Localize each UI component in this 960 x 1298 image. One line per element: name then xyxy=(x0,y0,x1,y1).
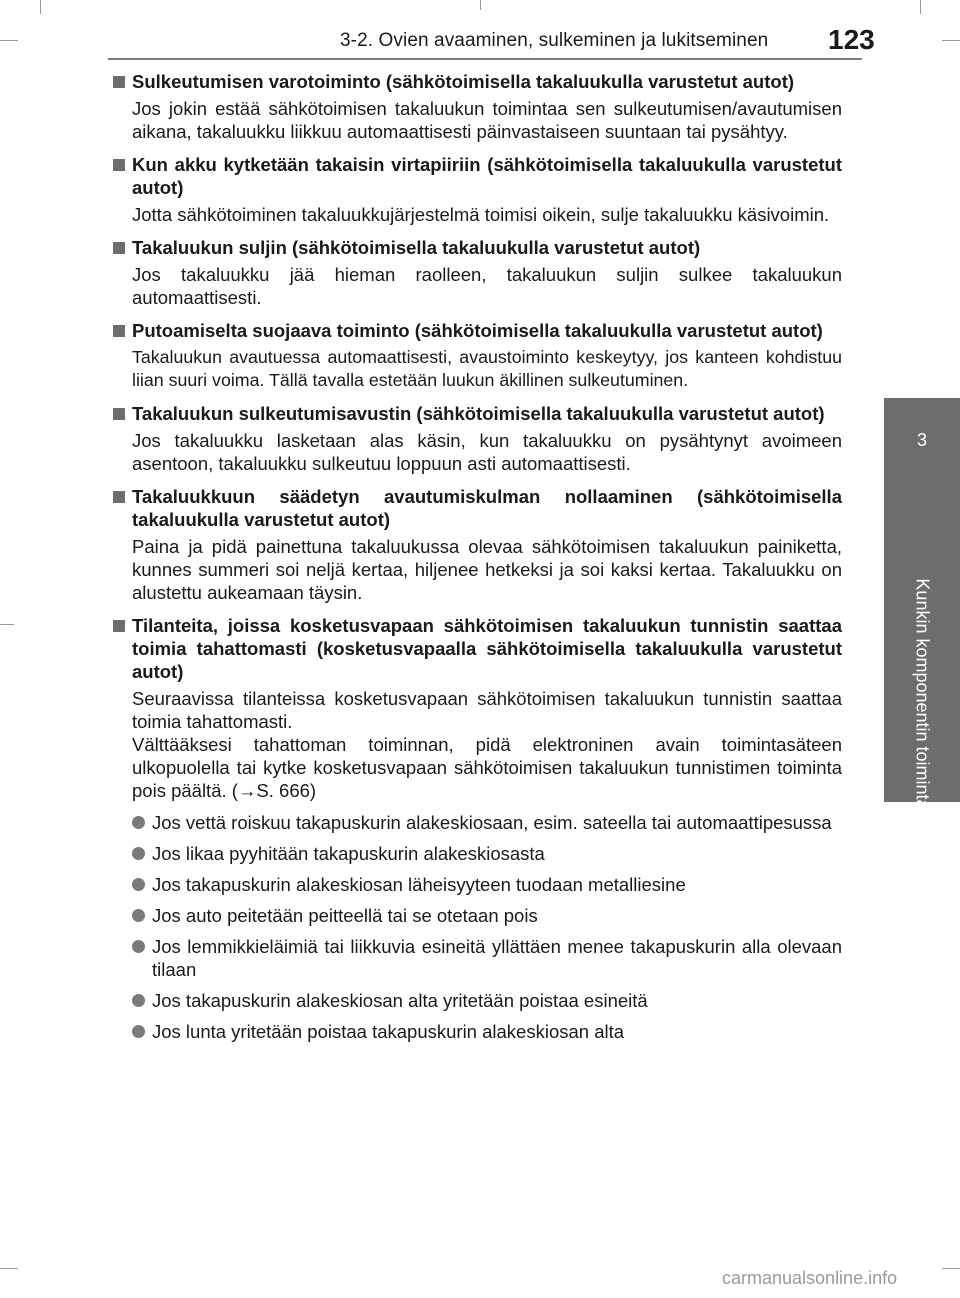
square-bullet-icon xyxy=(113,620,125,632)
section-heading: Sulkeutumisen varotoiminto (sähkötoimisella takaluukulla varustetut autot) xyxy=(112,70,842,93)
page-content xyxy=(112,70,842,1053)
section xyxy=(112,485,842,604)
round-bullet-icon xyxy=(132,816,145,829)
crop-mark xyxy=(0,1268,18,1269)
chapter-side-tab xyxy=(884,398,960,810)
crop-mark xyxy=(40,0,41,14)
list-item: Jos lemmikkieläimiä tai liikkuvia esineitä yllättäen menee takapuskurin alla olevaan tilaan xyxy=(112,935,842,981)
section-heading: Putoamiselta suojaava toiminto (sähkötoimisella takaluukulla varustetut autot) xyxy=(112,319,842,342)
paragraph: Jos takaluukku lasketaan alas käsin, kun takaluukku on pysähtynyt avoimeen asentoon, takaluukku sulkeutuu loppuun asti automaattisesti. xyxy=(132,430,842,474)
square-bullet-icon xyxy=(113,76,125,88)
round-bullet-icon xyxy=(132,1025,145,1038)
square-bullet-icon xyxy=(113,242,125,254)
bullet-list xyxy=(112,811,842,1043)
list-item: Jos auto peitetään peitteellä tai se otetaan pois xyxy=(112,904,842,927)
section xyxy=(112,236,842,309)
running-header-title: 3-2. Ovien avaaminen, sulkeminen ja lukitseminen xyxy=(340,30,769,51)
crop-mark xyxy=(920,0,921,14)
chapter-label: Kunkin komponentin toiminta xyxy=(912,578,933,810)
page-number: 123 xyxy=(828,24,875,55)
section-body xyxy=(112,263,842,309)
square-bullet-icon xyxy=(113,325,125,337)
section-body xyxy=(112,203,842,226)
round-bullet-icon xyxy=(132,994,145,1007)
section xyxy=(112,319,842,392)
paragraph: Takaluukun avautuessa automaattisesti, avaustoiminto keskeytyy, jos kanteen kohdistuu liian suuri voima. Tällä tavalla estetään luukun äkillinen sulkeutuminen. xyxy=(132,347,842,390)
header-rule xyxy=(108,58,862,60)
crop-mark xyxy=(480,0,481,10)
section-heading: Tilanteita, joissa kosketusvapaan sähkötoimisen takaluukun tunnistin saattaa toimia tahattomasti (kosketusvapaalla sähkötoimisella takaluukulla varustetut autot) xyxy=(112,614,842,683)
section xyxy=(112,402,842,475)
paragraph: Jos jokin estää sähkötoimisen takaluukun toimintaa sen sulkeutumisen/avautumisen aikana, takaluukku liikkuu automaattisesti päinvastaiseen suuntaan tai pysähtyy. xyxy=(132,98,842,142)
list-item: Jos lunta yritetään poistaa takapuskurin alakeskiosan alta xyxy=(112,1020,842,1043)
list-item: Jos likaa pyyhitään takapuskurin alakeskiosasta xyxy=(112,842,842,865)
list-item: Jos takapuskurin alakeskiosan alta yritetään poistaa esineitä xyxy=(112,989,842,1012)
paragraph: Välttääksesi tahattoman toiminnan, pidä elektroninen avain toimintasäteen ulkopuolella tai kytke kosketusvapaan sähkötoimisen takaluukun tunnistimen toiminta pois päältä. (→S. 666) xyxy=(132,734,842,801)
round-bullet-icon xyxy=(132,940,145,953)
square-bullet-icon xyxy=(113,491,125,503)
paragraph: Jos takaluukku jää hieman raolleen, takaluukun suljin sulkee takaluukun automaattisesti. xyxy=(132,264,842,308)
round-bullet-icon xyxy=(132,909,145,922)
watermark-link[interactable]: carmanualsonline.info xyxy=(722,1268,898,1288)
section-heading: Takaluukkuun säädetyn avautumiskulman nollaaminen (sähkötoimisella takaluukulla varustetut autot) xyxy=(112,485,842,531)
crop-mark xyxy=(0,624,14,625)
square-bullet-icon xyxy=(113,159,125,171)
section-body xyxy=(112,687,842,802)
section-body xyxy=(112,429,842,475)
section-heading: Takaluukun sulkeutumisavustin (sähkötoimisella takaluukulla varustetut autot) xyxy=(112,402,842,425)
section-body xyxy=(112,535,842,604)
section-body xyxy=(112,346,842,392)
section-heading: Kun akku kytketään takaisin virtapiiriin (sähkötoimisella takaluukulla varustetut autot) xyxy=(112,153,842,199)
list-item: Jos takapuskurin alakeskiosan läheisyyteen tuodaan metalliesine xyxy=(112,873,842,896)
section-body xyxy=(112,97,842,143)
square-bullet-icon xyxy=(113,408,125,420)
round-bullet-icon xyxy=(132,847,145,860)
section-heading: Takaluukun suljin (sähkötoimisella takaluukulla varustetut autot) xyxy=(112,236,842,259)
round-bullet-icon xyxy=(132,878,145,891)
section xyxy=(112,70,842,143)
section xyxy=(112,614,842,1043)
chapter-number: 3 xyxy=(916,430,927,450)
section xyxy=(112,153,842,226)
paragraph: Seuraavissa tilanteissa kosketusvapaan sähkötoimisen takaluukun tunnistin saattaa toimia tahattomasti. xyxy=(132,688,842,732)
crop-mark xyxy=(942,1268,960,1269)
paragraph: Jotta sähkötoiminen takaluukkujärjestelmä toimisi oikein, sulje takaluukku käsivoimin. xyxy=(132,204,830,225)
paragraph: Paina ja pidä painettuna takaluukussa olevaa sähkötoimisen takaluukun painiketta, kunnes summeri soi neljä kertaa, hiljenee hetkeksi ja soi kaksi kertaa. Takaluukku on alustettu aukeamaan täysin. xyxy=(132,536,842,603)
crop-mark xyxy=(942,40,960,41)
crop-mark xyxy=(0,40,18,41)
list-item: Jos vettä roiskuu takapuskurin alakeskiosaan, esim. sateella tai automaattipesussa xyxy=(112,811,842,834)
